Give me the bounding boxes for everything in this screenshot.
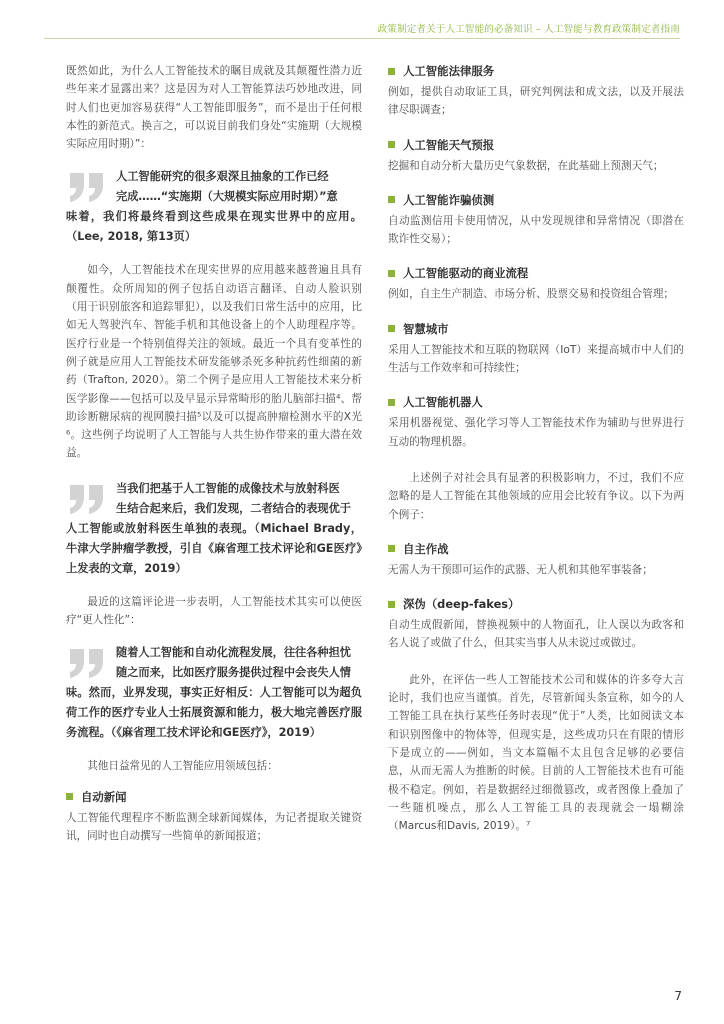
medical-paragraph: 如今，人工智能技术在现实世界的应用越来越普遍且具有颠覆性。众所周知的例子包括自动语言翻译、自动人脸识别（用于识别旅客和追踪罪犯），以及我们日常生活中的应用，比如无人驾驶汽车、智能手机和其他设备上的个人助理程序等。医疗行业是一个特别值得关注的领域。最近一个具有变革性的例子就是应用人工智能技术研发能够杀死多种抗药性细菌的新药（Trafton, 2020）。第二个例子是应用人工智能技术来分析医学影像——包括可以及早显示异常畸形的胎儿脑部扫描⁴、帮助诊断糖尿病的视网膜扫描⁵以及可以提高肿瘤检测水平的X光⁶。这些例子均说明了人工智能与人共生协作带来的重大潜在效益。 — [66, 264, 362, 460]
list-item-title: 自主作战 — [388, 540, 684, 558]
quote-mark-icon — [68, 647, 106, 679]
quote-text-2: 当我们把基于人工智能的成像技术与放射科医 生结合起来后，我们发现，二者结合的表现优于 人工智能或放射科医生单独的表现。（Michael Brady，牛津大学肿瘤学教授，引自《麻省理工技术评论和GE医疗》上发表的文章，2019） — [66, 481, 362, 575]
running-header: 政策制定者关于人工智能的必备知识 – 人工智能与教育政策制定者指南 — [377, 24, 680, 35]
quote-mark-icon — [68, 483, 106, 515]
intro-paragraph: 既然如此，为什么人工智能技术的瞩目成就及其颠覆性潜力近些年来才显露出来？这是因为对人工智能算法巧妙地改进，同时人们也更加容易获得“人工智能即服务”，而不是出于任何根本性的新范式。换言之，可以说目前我们身处“实施期（大规模实际应用时期）”： — [66, 65, 362, 151]
bullet-square-icon — [388, 270, 395, 277]
list-item-title: 人工智能驱动的商业流程 — [388, 264, 684, 282]
list-item — [388, 62, 684, 120]
bullet-square-icon — [388, 545, 395, 552]
list-item — [66, 788, 362, 846]
list-item — [388, 320, 684, 378]
bullet-square-icon — [388, 141, 395, 148]
list-item-title: 人工智能法律服务 — [388, 62, 684, 80]
list-item-body: 无需人为干预即可运作的武器、无人机和其他军事装备； — [388, 563, 653, 576]
bullet-square-icon — [388, 196, 395, 203]
quote-text-1: 人工智能研究的很多艰深且抽象的工作已经 完成……“实施期（大规模实际应用时期）”意 味着，我们将最终看到这些成果在现实世界中的应用。（Lee, 2018, 第13页） — [66, 170, 362, 244]
list-item — [388, 136, 684, 175]
quote-block-3 — [66, 643, 362, 743]
list-item-body: 自动监测信用卡使用情况，从中发现规律和异常情况（即潜在欺诈性交易）； — [388, 214, 684, 246]
applications-intro: 其他日益常见的人工智能应用领域包括： — [87, 760, 278, 773]
list-item-title: 人工智能诈骗侦测 — [388, 191, 684, 209]
list-item-body: 人工智能代理程序不断监测全球新闻媒体，为记者提取关键资讯，同时也自动撰写一些简单的新闻报道； — [66, 811, 362, 842]
list-item-body: 自动生成假新闻，替换视频中的人物面孔，让人误以为政客和名人说了或做了什么，但其实当事人从未说过或做过。 — [388, 619, 684, 650]
quote-block-2 — [66, 479, 362, 579]
list-item-title: 自动新闻 — [66, 788, 362, 806]
list-item-title: 深伪（deep-fakes） — [388, 595, 684, 613]
caution-paragraph: 此外，在评估一些人工智能技术公司和媒体的许多夸大言论时，我们也应当谨慎。首先，尽管新闻头条宣称，如今的人工智能工具在执行某些任务时表现“优于”人类，比如阅读文本和识别图像中的物体等，但现实是，这些成功只在有限的情形下是成立的——例如，当文本篇幅不太且包含足够的必要信息，从而无需人为推断的时候。目前的人工智能技术也有可能极不稳定。例如，若是数据经过细微篡改，或者图像上叠加了一些随机噪点，那么人工智能工具的表现就会一塌糊涂（Marcus和Davis, 2019）。⁷ — [388, 673, 684, 833]
bullet-square-icon — [388, 399, 395, 406]
humanizing-paragraph: 最近的这篇评论进一步表明，人工智能技术其实可以使医疗“更人性化”： — [66, 595, 362, 627]
list-item-title: 人工智能机器人 — [388, 393, 684, 411]
list-item-body: 例如，提供自动取证工具，研究判例法和成文法，以及开展法律尽职调查； — [388, 86, 684, 117]
controversy-paragraph: 上述例子对社会具有显著的积极影响力，不过，我们不应忽略的是人工智能在其他领域的应用会比较有争议。以下为两个例子： — [388, 471, 684, 521]
list-item-body: 挖掘和自动分析大量历史气象数据，在此基础上预测天气； — [388, 159, 664, 172]
list-item — [388, 264, 684, 303]
quote-text-3: 随着人工智能和自动化流程发展，往往各种担忧 随之而来，比如医疗服务提供过程中会丧失人情 味。然而，业界发现，事实正好相反：人工智能可以为超负荷工作的医疗专业人士拓展资源和能力，极大地完善医疗服务流程。（《麻省理工技术评论和GE医疗》，2019） — [66, 646, 362, 740]
list-item-body: 采用机器视觉、强化学习等人工智能技术作为辅助与世界进行互动的物理机器。 — [388, 417, 684, 448]
bullet-square-icon — [388, 325, 395, 332]
list-item-body: 采用人工智能技术和互联的物联网（IoT）来提高城市中人们的生活与工作效率和可持续性； — [388, 343, 684, 375]
page-number: 7 — [674, 989, 682, 1003]
list-item-title: 人工智能天气预报 — [388, 136, 684, 154]
list-item-title: 智慧城市 — [388, 320, 684, 338]
quote-block-1 — [66, 167, 362, 247]
list-item — [388, 393, 684, 451]
header-rule — [44, 38, 680, 39]
bullet-square-icon — [66, 793, 73, 800]
list-item — [388, 191, 684, 249]
left-column — [66, 62, 362, 845]
list-item — [388, 595, 684, 653]
quote-mark-icon — [68, 171, 106, 203]
list-item — [388, 540, 684, 579]
right-column — [388, 62, 684, 835]
bullet-square-icon — [388, 68, 395, 75]
list-item-body: 例如，自主生产制造、市场分析、股票交易和投资组合管理； — [388, 288, 675, 301]
bullet-square-icon — [388, 601, 395, 608]
